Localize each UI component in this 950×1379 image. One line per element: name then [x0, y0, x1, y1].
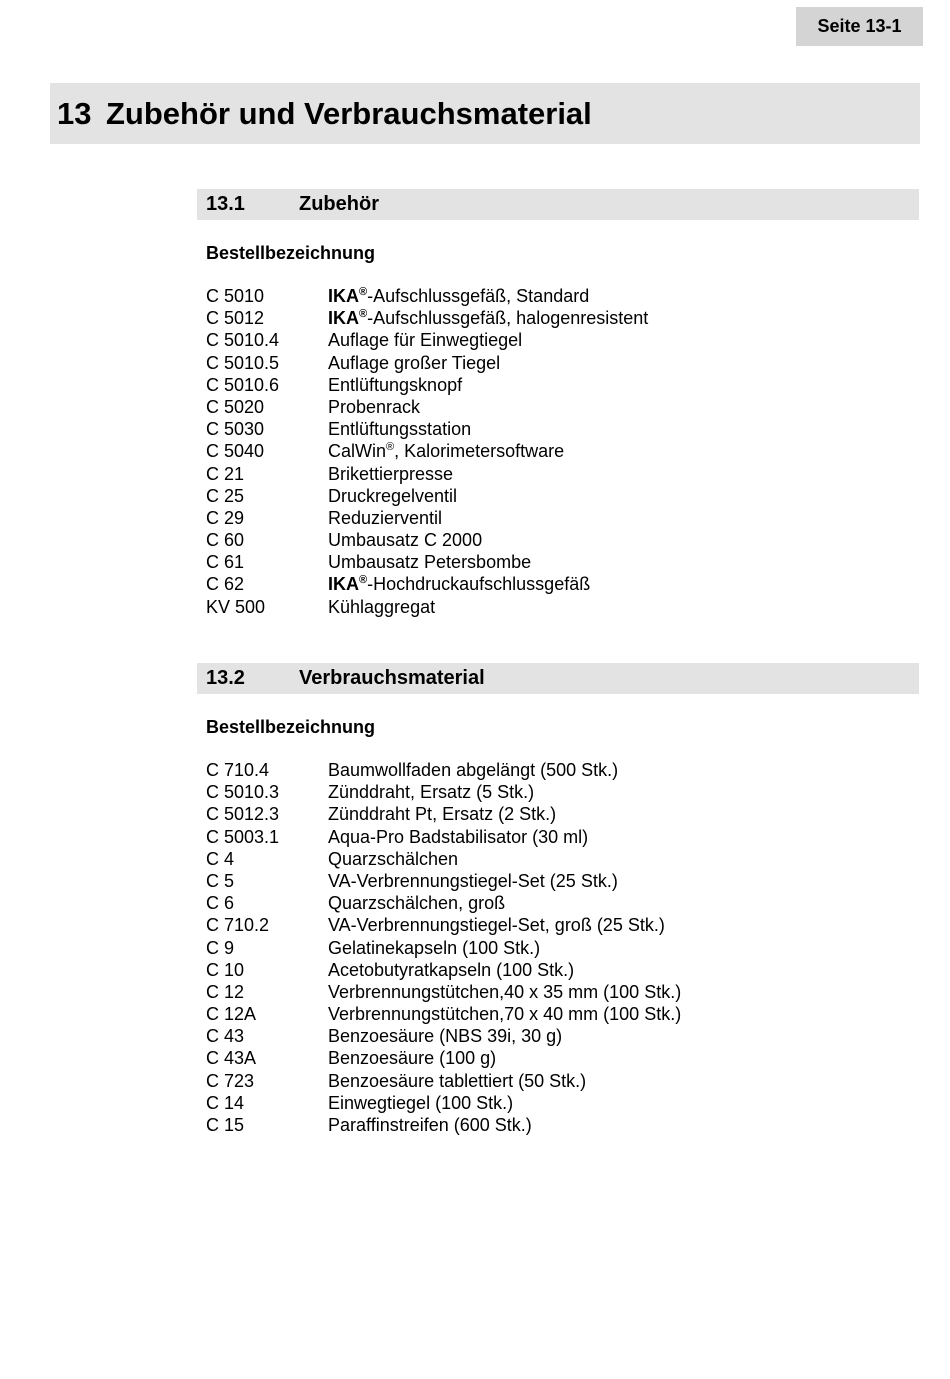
item-description — [328, 329, 522, 351]
item-text: Auflage großer Tiegel — [328, 352, 501, 373]
item-text: Quarzschälchen — [328, 848, 459, 869]
order-code: C 43A — [206, 1048, 257, 1069]
chapter-heading — [50, 83, 920, 144]
item-description — [328, 396, 420, 418]
item-text: CalWin — [328, 441, 387, 462]
item-text: Gelatinekapseln (100 Stk.) — [328, 937, 541, 958]
item-text: -Aufschlussgefäß, halogenresistent — [367, 308, 649, 329]
order-code: C 62 — [206, 574, 245, 595]
registered-mark: ® — [359, 286, 368, 298]
item-text: Quarzschälchen, groß — [328, 893, 506, 914]
item-description — [328, 418, 471, 440]
item-description — [328, 551, 531, 573]
order-code: C 43 — [206, 1026, 245, 1047]
section-title: Zubehör — [299, 193, 379, 215]
item-text: Entlüftungsstation — [328, 419, 472, 440]
item-description — [328, 374, 462, 396]
item-description — [328, 870, 618, 892]
item-description — [328, 803, 556, 825]
item-text: Verbrennungstütchen,40 x 35 mm (100 Stk.) — [328, 981, 682, 1002]
item-text-suffix: , Kalorimetersoftware — [394, 441, 565, 462]
item-description — [328, 1092, 513, 1114]
item-description — [328, 826, 588, 848]
item-text: Umbausatz Petersbombe — [328, 552, 532, 573]
item-text: Benzoesäure (NBS 39i, 30 g) — [328, 1026, 563, 1047]
brand-name: IKA — [328, 574, 359, 595]
item-description — [328, 529, 482, 551]
item-text: Zünddraht Pt, Ersatz (2 Stk.) — [328, 804, 557, 825]
item-description — [328, 937, 540, 959]
order-code: C 710.2 — [206, 915, 270, 936]
item-text: Probenrack — [328, 396, 421, 417]
column-label-order-designation: Bestellbezeichnung — [206, 243, 376, 263]
item-description — [328, 507, 442, 529]
item-description — [328, 463, 453, 485]
order-code: C 25 — [206, 485, 245, 506]
item-text: Einwegtiegel (100 Stk.) — [328, 1092, 514, 1113]
item-description — [328, 1025, 562, 1047]
item-text: Kühlaggregat — [328, 596, 436, 617]
item-text: Brikettierpresse — [328, 463, 454, 484]
order-code: C 5 — [206, 870, 235, 891]
item-description — [328, 1047, 496, 1069]
order-code: C 5010 — [206, 286, 265, 306]
item-text: Benzoesäure tablettiert (50 Stk.) — [328, 1070, 587, 1091]
item-description — [328, 759, 618, 781]
section-heading-zubehoer — [197, 189, 919, 220]
order-code: C 21 — [206, 463, 245, 484]
section-heading-verbrauchsmaterial — [197, 663, 919, 694]
order-code: C 5020 — [206, 396, 265, 417]
registered-mark: ® — [359, 308, 368, 321]
item-description — [328, 1114, 532, 1136]
page-number-badge: Seite 13-1 — [796, 7, 923, 46]
item-text: Umbausatz C 2000 — [328, 530, 483, 551]
section-title: Verbrauchsmaterial — [299, 667, 485, 689]
item-text: Benzoesäure (100 g) — [328, 1048, 497, 1069]
item-text: Reduzierventil — [328, 507, 443, 528]
item-text: VA-Verbrennungstiegel-Set (25 Stk.) — [328, 870, 618, 891]
order-code: C 5010.5 — [206, 352, 280, 373]
order-code: C 12A — [206, 1004, 257, 1025]
item-description — [328, 981, 681, 1003]
column-label-order-designation: Bestellbezeichnung — [206, 717, 376, 737]
order-code: KV 500 — [206, 596, 266, 617]
item-text: Verbrennungstütchen,70 x 40 mm (100 Stk.) — [328, 1004, 682, 1025]
order-code: C 710.4 — [206, 760, 270, 780]
item-text: VA-Verbrennungstiegel-Set, groß (25 Stk.) — [328, 915, 665, 936]
order-code: C 4 — [206, 848, 235, 869]
item-text: Paraffinstreifen (600 Stk.) — [328, 1115, 532, 1135]
item-description — [328, 781, 534, 803]
order-code: C 5010.3 — [206, 782, 280, 803]
order-code: C 9 — [206, 937, 235, 958]
item-description — [328, 959, 574, 981]
registered-mark: ® — [359, 574, 368, 587]
item-description — [328, 307, 648, 329]
item-description — [328, 285, 589, 307]
registered-mark: ® — [386, 441, 395, 454]
order-code: C 61 — [206, 552, 245, 573]
order-code: C 15 — [206, 1115, 245, 1135]
item-description — [328, 914, 665, 936]
item-text: Acetobutyratkapseln (100 Stk.) — [328, 959, 575, 980]
item-description — [328, 573, 590, 595]
brand-name: IKA — [328, 308, 359, 329]
item-text: -Hochdruckaufschlussgefäß — [367, 574, 591, 595]
order-code: C 5030 — [206, 419, 265, 440]
order-code: C 10 — [206, 959, 245, 980]
item-description — [328, 1070, 586, 1092]
item-text: Zünddraht, Ersatz (5 Stk.) — [328, 782, 535, 803]
order-code: C 12 — [206, 981, 245, 1002]
order-code: C 5012 — [206, 308, 265, 329]
item-description — [328, 848, 458, 870]
brand-name: IKA — [328, 286, 359, 306]
order-code: C 14 — [206, 1092, 245, 1113]
item-text: -Aufschlussgefäß, Standard — [367, 286, 590, 306]
order-code: C 5003.1 — [206, 826, 280, 847]
order-code: C 723 — [206, 1070, 255, 1091]
order-code: C 6 — [206, 893, 235, 914]
order-code: C 5010.4 — [206, 330, 280, 351]
item-description — [328, 1003, 681, 1025]
item-text: Baumwollfaden abgelängt (500 Stk.) — [328, 760, 619, 780]
section-number: 13.1 — [206, 193, 245, 215]
item-description — [328, 352, 500, 374]
order-code: C 5010.6 — [206, 374, 280, 395]
item-description — [328, 596, 435, 618]
order-code: C 5012.3 — [206, 804, 280, 825]
order-code: C 29 — [206, 507, 245, 528]
item-text: Druckregelventil — [328, 485, 458, 506]
chapter-number: 13 — [57, 96, 92, 131]
item-text: Aqua-Pro Badstabilisator (30 ml) — [328, 826, 589, 847]
order-code: C 5040 — [206, 441, 265, 462]
item-description — [328, 440, 564, 462]
chapter-title: Zubehör und Verbrauchsmaterial — [106, 96, 592, 131]
item-text: Auflage für Einwegtiegel — [328, 330, 523, 351]
order-code: C 60 — [206, 530, 245, 551]
item-description — [328, 485, 457, 507]
item-description — [328, 892, 505, 914]
item-text: Entlüftungsknopf — [328, 374, 463, 395]
section-number: 13.2 — [206, 667, 245, 689]
